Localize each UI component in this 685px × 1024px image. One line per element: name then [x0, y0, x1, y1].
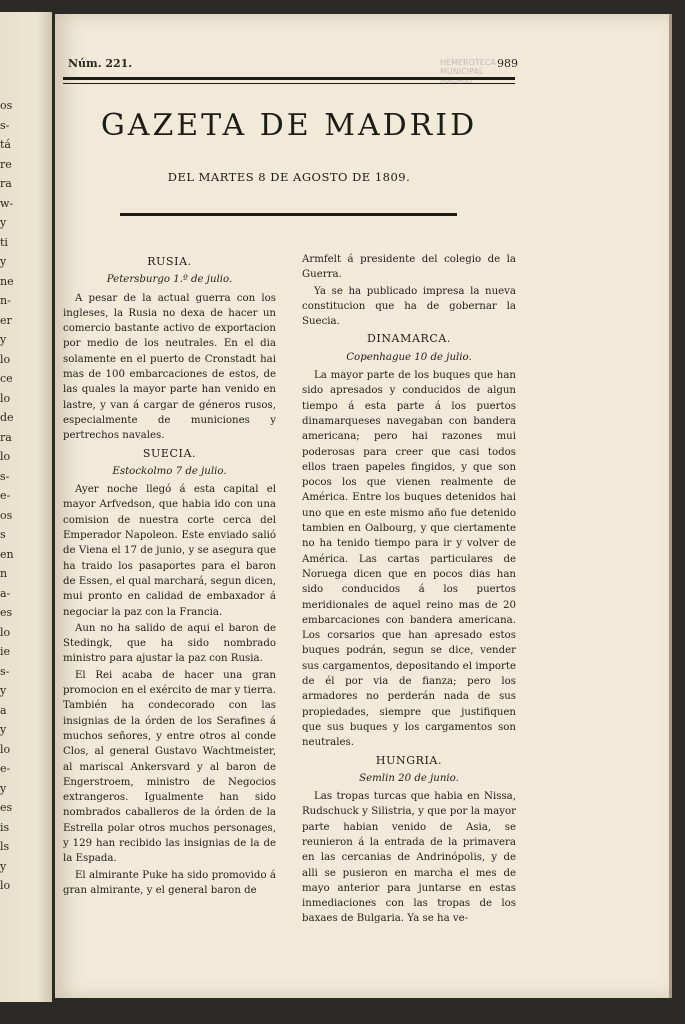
left-column [63, 252, 276, 899]
dateline-place: Copenhague 10 de julio. [346, 351, 472, 363]
page-number: 989 [497, 57, 518, 70]
facing-page-fragment: y [0, 255, 7, 268]
article-paragraph: Las tropas turcas que habia en Nissa, Rudschuck y Silistria, y que por la mayor parte habian venido de Asia, se reunieron á la entrada de la primavera en las cercanias de Andrinópolis, y de alli se pusieron en marcha el mes de mayo anterior para juntarse en estas inmediaciones con las tropas de los baxaes de Bulgaria. Ya se ha ve- [302, 791, 516, 925]
facing-page-fragment: ra [0, 430, 12, 444]
facing-page-fragment: n- [0, 294, 11, 307]
facing-page-fragment: e- [0, 489, 11, 502]
facing-page-fragment: er [0, 313, 12, 327]
facing-page-fragment: w- [0, 196, 14, 210]
article-paragraph: El almirante Puke ha sido promovido á gran almirante, y el general baron de [63, 869, 276, 896]
facing-page-fragment: e- [0, 762, 11, 775]
facing-page-fragment: s- [0, 664, 10, 678]
facing-page-fragment: y [0, 859, 7, 873]
facing-page-fragment: a [0, 703, 7, 717]
article-paragraph: Aun no ha salido de aqui el baron de Stedingk, que ha sido nombrado ministro para ajustar la paz con Rusia. [63, 622, 276, 665]
section-heading: HUNGRIA. [375, 753, 443, 767]
section-heading: DINAMARCA. [366, 332, 452, 346]
facing-page-fragment: re [0, 157, 12, 171]
article-paragraph: Ayer noche llegó á esta capital el mayor Arfvedson, que habia ido con una comision de nuestra corte cerca del Emperador Napoleon. Este enviado salió de Viena el 17 de junio, y se asegura que ha traido los pasaportes para el baron de Essen, el qual marchará, segun dicen, mui pronto en calidad de embaxador á negociar la paz con la Francia. [63, 484, 276, 618]
facing-page-fragment: lo [0, 391, 11, 405]
facing-page-fragment: es [0, 801, 13, 814]
section-heading: SUECIA. [142, 446, 197, 460]
dateline-place: Petersburgo 1.º de julio. [106, 274, 233, 286]
facing-page-fragment: y [0, 781, 7, 795]
section-heading: RUSIA. [147, 255, 192, 268]
masthead-title: GAZETA DE MADRID [100, 108, 478, 143]
facing-page-fragment: ls [0, 840, 10, 853]
article-paragraph: A pesar de la actual guerra con los ingleses, la Rusia no dexa de hacer un comercio bastante activo de exportacion por medio de los neutrales. En el dia solamente en el puerto de Cronstadt hai mas de 100 embarcaciones de estos, de las quales la mayor parte han venido en lastre, y van á cargar de géneros rusos, especialmente de municiones y pertrechos navales. [63, 292, 276, 442]
dateline-place: Estockolmo 7 de julio. [112, 465, 227, 477]
facing-page-fragment: ie [0, 645, 11, 658]
facing-page-fragment: os [0, 508, 13, 522]
masthead-divider [120, 213, 457, 216]
facing-page-fragment: lo [0, 450, 11, 463]
issue-number: Núm. 221. [68, 57, 133, 70]
article-paragraph: El Rei acaba de hacer una gran promocion en el exército de mar y tierra. También ha condecorado con las insignias de la órden de los Serafines á muchos señores, y entre otros al conde Clos, al general Gustavo Wachtmeister, al mariscal Ankersvard y al baron de Engerstroem, ministro de Negocios extrangeros. Igualmente han sido nombrados caballeros de la órden de la Estrella polar otros muchos personages, y 129 han recibido las insignias de la de la Espada. [63, 669, 276, 865]
facing-page-fragment: y [0, 684, 7, 697]
facing-page-fragment: lo [0, 879, 11, 892]
right-column [302, 252, 516, 928]
facing-page-fragment: lo [0, 742, 11, 756]
page-header [68, 57, 518, 73]
facing-page-fragment: ce [0, 372, 13, 385]
facing-page-fragment: s- [0, 118, 10, 132]
facing-page-fragment: ra [0, 177, 12, 190]
facing-page-fragment: en [0, 547, 14, 561]
dateline-place: Semlin 20 de junio. [359, 772, 459, 784]
facing-page-fragment: a- [0, 586, 11, 600]
facing-page-fragment: tá [0, 138, 11, 151]
facing-page-fragment: s- [0, 469, 10, 483]
article-paragraph: La mayor parte de los buques que han sido apresados y conducidos de algun tiempo á esta parte á los puertos dinamarqueses navegaban con bandera americana; pero hai razones mui poderosas para creer que casi todos ellos traen papeles fingidos, y que son pocos los que vienen realmente de América. Entre los buques detenidos hai uno que en este mismo año fue detenido tambien en Oalbourg, y que ciertamente no ha tenido tiempo para ir y volver de América. Las cartas particulares de Noruega dicen que en pocos dias han sido conducidos á los puertos meridionales de aquel reino mas de 20 embarcaciones con bandera americana. Los corsarios que han apresado estos buques podrán, segun se dice, vender sus cargamentos, depositando el importe de él por via de fianza; pero los armadores no perderán nada de sus propiedades, siempre que justifiquen que sus buques y los cargamentos son neutrales. [302, 370, 516, 749]
stamp-text: HEMEROTECA MUNICIPAL MADRID [440, 58, 496, 85]
facing-page-fragment: n [0, 567, 8, 580]
article-paragraph: Armfelt á presidente del colegio de la Guerra. [302, 254, 516, 281]
facing-page-fragment: ti [0, 235, 8, 249]
facing-page-fragment: y [0, 216, 7, 229]
facing-page-fragment: y [0, 333, 7, 346]
facing-page-fragment: y [0, 723, 7, 736]
facing-page-fragment: os [0, 99, 13, 112]
issue-date: DEL MARTES 8 DE AGOSTO DE 1809. [167, 170, 411, 184]
facing-page-fragment: lo [0, 352, 11, 366]
facing-page-fragment: de [0, 411, 14, 424]
facing-page-fragment: ne [0, 274, 14, 288]
facing-page-fragment: s [0, 528, 6, 541]
facing-page-fragment: es [0, 606, 13, 619]
facing-page-fragment: is [0, 820, 10, 834]
header-rule [63, 77, 515, 84]
article-paragraph: Ya se ha publicado impresa la nueva constitucion que ha de gobernar la Suecia. [302, 285, 516, 328]
facing-page-fragment: lo [0, 625, 11, 639]
